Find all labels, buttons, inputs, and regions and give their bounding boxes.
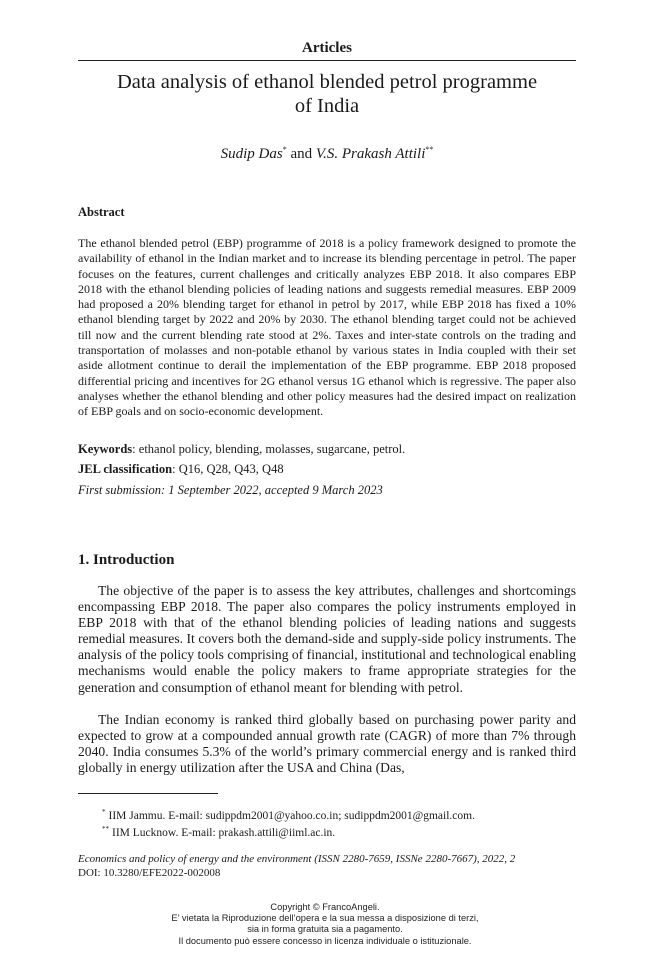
footnote-2-mark: ** [102, 825, 109, 833]
header-rule [78, 60, 576, 61]
introduction-paragraph-1: The objective of the paper is to assess the key attributes, challenges and shortcomings encompassing EBP 2018. The paper also compares the policy instruments employed in EBP 2018 with that of the ethanol blending policies of leading nations and suggests remedial measures. It covers both the demand-side and supply-side policy instruments. The analysis of the policy tools comprising of financial, institutional and technological enabling mechanisms would enable the policy makers to frame appropriate strategies for the generation and consumption of ethanol meant for blending with petrol. [78, 583, 576, 695]
keywords-label: Keywords [78, 442, 133, 456]
journal-citation [78, 852, 515, 880]
author-line [78, 145, 576, 163]
footnote-2-text: IIM Lucknow. E-mail: prakash.attili@iiml.ac.in. [112, 827, 336, 839]
journal-name: Economics and policy of energy and the environment (ISSN 2280-7659, ISSNe 2280-7667), 2022, 2 [78, 853, 516, 865]
author-2-mark: ** [425, 145, 434, 154]
copyright-line-1: Copyright © FrancoAngeli. [270, 902, 380, 912]
author-2: V.S. Prakash Attili [315, 146, 426, 162]
copyright-notice [0, 902, 650, 947]
copyright-line-4: Il documento può essere concesso in licenza individuale o istituzionale. [178, 935, 472, 946]
footnote-1-mark: * [102, 808, 106, 816]
jel-line [78, 461, 576, 477]
footnote-1-text: IIM Jammu. E-mail: sudippdm2001@yahoo.co.in; sudippdm2001@gmail.com. [108, 810, 475, 822]
jel-label: JEL classification [78, 462, 173, 476]
journal-doi: DOI: 10.3280/EFE2022-002008 [78, 867, 221, 879]
keywords-line [78, 441, 576, 457]
copyright-line-3: sia in forma gratuita sia a pagamento. [247, 924, 403, 935]
copyright-line-2: E’ vietata la Riproduzione dell’opera e la sua messa a disposizione di terzi, [171, 913, 479, 924]
title-line-1: Data analysis of ethanol blended petrol programme [116, 71, 538, 93]
footnote-2 [102, 822, 335, 841]
introduction-paragraph-2: The Indian economy is ranked third globally based on purchasing power parity and expected to grow at a compounded annual growth rate (CAGR) of more than 7% through 2040. India consumes 5.3% of the world’s primary commercial energy and is ranked third globally in energy utilization after the USA and China (Das, [78, 712, 576, 776]
jel-value: : Q16, Q28, Q43, Q48 [172, 462, 284, 476]
author-1: Sudip Das [220, 146, 283, 162]
introduction-heading: 1. Introduction [78, 552, 175, 568]
author-connector: and [290, 146, 313, 162]
footnote-rule [78, 793, 218, 794]
article-title [78, 70, 576, 118]
author-1-mark: * [282, 145, 287, 154]
section-label: Articles [302, 40, 352, 56]
title-line-2: of India [294, 95, 360, 117]
abstract-heading: Abstract [78, 205, 125, 219]
submission-line: First submission: 1 September 2022, accepted 9 March 2023 [78, 483, 383, 497]
keywords-value: : ethanol policy, blending, molasses, sugarcane, petrol. [132, 442, 406, 456]
abstract-text: The ethanol blended petrol (EBP) programme of 2018 is a policy framework designed to promote the availability of ethanol in the Indian market and to increase its blending percentage in petrol. The paper focuses on the features, current challenges and critically analyzes EBP 2018. It also compares EBP 2018 with the ethanol blending policies of leading nations and suggests remedial measures. EBP 2009 had proposed a 20% blending target for ethanol in petrol by 2017, while EBP 2018 has fixed a 10% ethanol blending target by 2022 and 20% by 2030. The ethanol blending target could not be achieved till now and the current blending rate stood at 2%. Taxes and inter-state controls on the trading and transportation of molasses and non-potable ethanol by various states in India coupled with their set aside allotment continue to derail the implementation of the EBP programme. EBP 2018 proposed differential pricing and incentives for 2G ethanol versus 1G ethanol which is regressive. The paper also analyses whether the ethanol blending and other policy measures had the desired impact on realization of EBP goals and on socio-economic development. [78, 236, 576, 419]
